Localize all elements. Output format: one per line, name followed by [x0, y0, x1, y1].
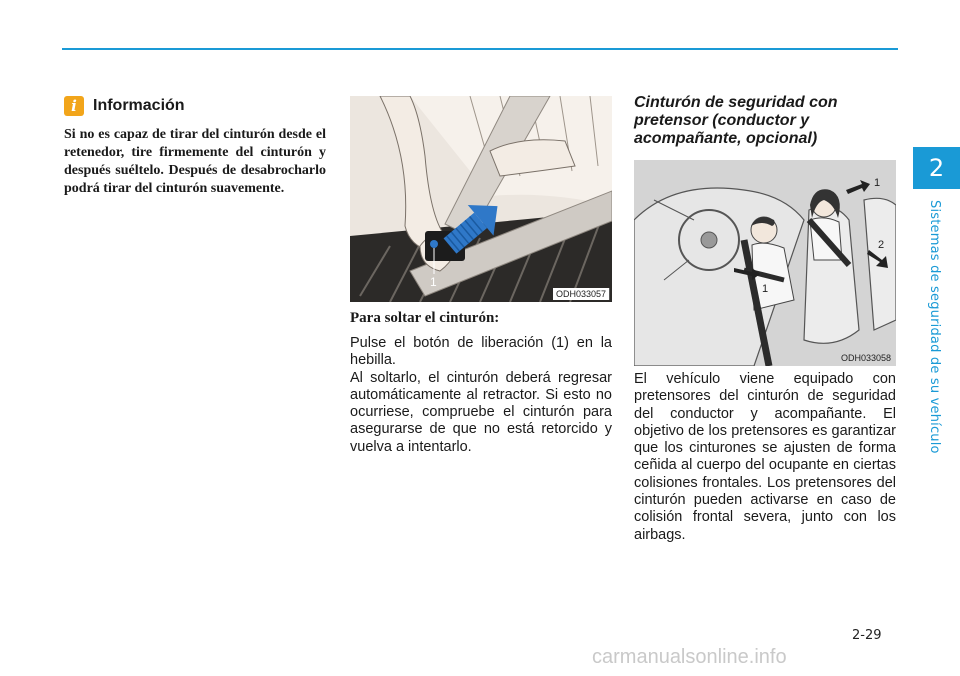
info-title: Información: [93, 97, 185, 114]
pretensioner-title: Cinturón de seguridad con pretensor (conductor y acompañante, opcional): [634, 94, 838, 147]
info-box: [64, 94, 326, 212]
info-header: [64, 94, 326, 118]
figure2-callout-1: 1: [874, 177, 881, 189]
watermark: carmanualsonline.info: [592, 646, 787, 668]
figure-seatbelt-release: [350, 96, 612, 302]
section-title-vertical: Sistemas de seguridad de su vehículo: [927, 200, 942, 454]
header-rule: [62, 48, 898, 50]
figure2-callout-3: 1: [762, 283, 769, 295]
figure2-code: ODH033058: [840, 353, 891, 363]
seatbelt-release-illustration: [350, 96, 612, 302]
info-icon: i: [64, 96, 84, 116]
figure1-callout: 1: [430, 275, 437, 289]
info-text: Si no es capaz de tirar del cinturón desde el retenedor, tire firmemente del cinturón y después suéltelo. Después de desabrocharlo podrá tirar del cinturón suavemente.: [64, 127, 326, 196]
pretensioner-paragraph: El vehículo viene equipado con pretensores del cinturón de seguridad del conductor y acompañante. El objetivo de los pretensores es garantizar que los cinturones se ajusten de forma ceñida al cuerpo del ocupante en ciertas colisiones frontales. Los pretensores del cinturón pueden activarse en caso de colisión frontal severa, junto con los airbags.: [634, 371, 896, 543]
pretensioner-illustration: [634, 160, 896, 366]
figure2-callout-2: 2: [878, 239, 885, 251]
release-heading: Para soltar el cinturón:: [350, 310, 500, 326]
release-paragraph-1: Pulse el botón de liberación (1) en la hebilla.: [350, 335, 612, 369]
pretensioner-header: [634, 94, 896, 148]
figure1-code: ODH033057: [553, 288, 610, 300]
chapter-tab[interactable]: 2: [913, 147, 960, 189]
pretensioner-body: [634, 371, 896, 544]
page-number: 2-29: [852, 628, 882, 643]
release-section: [350, 310, 612, 456]
release-paragraph-2: Al soltarlo, el cinturón deberá regresar automáticamente al retractor. Si esto no ocurriese, compruebe el cinturón para asegurarse de que no está retorcido y vuelva a intentarlo.: [350, 369, 612, 455]
figure-pretensioner: [634, 160, 896, 366]
